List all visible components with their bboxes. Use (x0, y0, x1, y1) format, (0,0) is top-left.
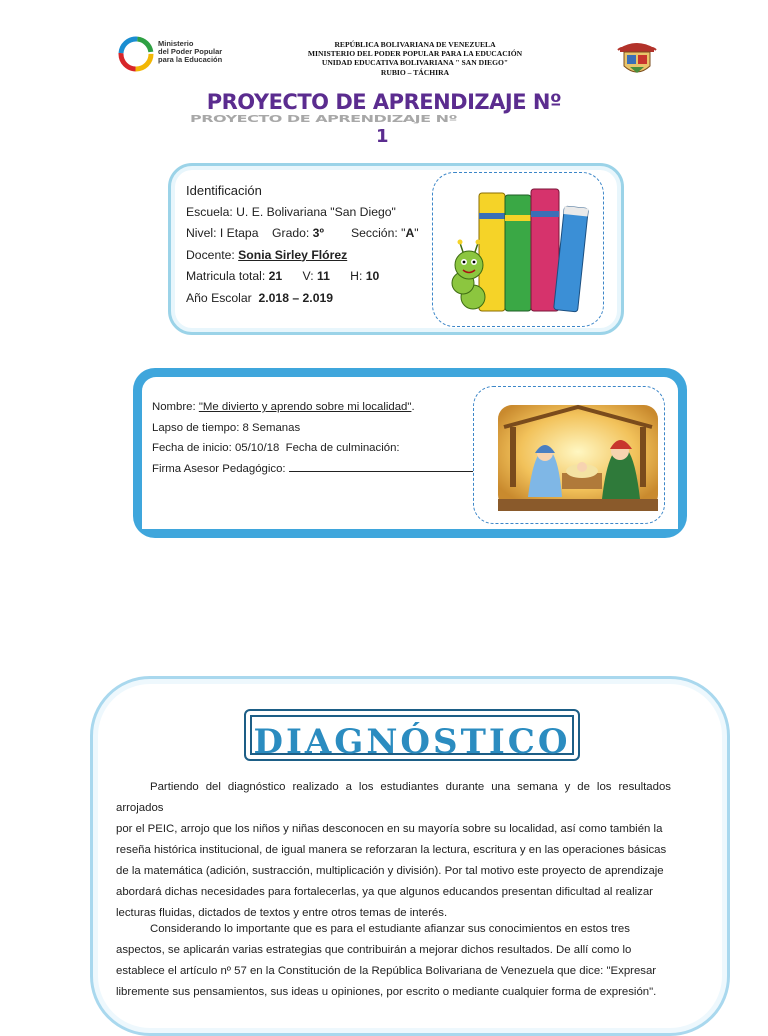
identification-heading: Identificación (186, 183, 262, 198)
paragraph-line: Partiendo del diagnóstico realizado a los estudiantes durante una semana y de los resultados arrojados (116, 781, 671, 814)
nativity-illustration (473, 386, 665, 524)
header-line: REPÚBLICA BOLIVARIANA DE VENEZUELA (334, 40, 496, 49)
teacher-name: Sonia Sirley Flórez (238, 247, 348, 262)
institution-header (230, 40, 600, 77)
books-illustration (432, 172, 604, 327)
diagnosis-paragraph-2 (116, 919, 671, 1003)
dates-line: Fecha de inicio: 05/10/18 Fecha de culminación: (152, 442, 400, 454)
school-line: Escuela: U. E. Bolivariana "San Diego" (186, 204, 396, 219)
section-value: A (405, 226, 415, 240)
signature-blank (289, 461, 477, 472)
header-line: RUBIO – TÁCHIRA (380, 67, 450, 77)
books-caterpillar-icon (433, 173, 603, 325)
level-line: Nivel: I Etapa Grado: 3º Sección: "A" (186, 226, 419, 240)
male-count: 11 (316, 269, 330, 283)
diagnosis-paragraph-1 (116, 777, 671, 924)
paragraph-line: de la matemática (adición, sustracción, multiplicación y división). Por tal motivo este proyecto de aprendizaje (116, 865, 664, 877)
project-number: 1 (376, 126, 389, 147)
paragraph-line: libremente sus pensamientos, sus ideas u opiniones, por escrito o mediante cualquier forma de expresión". (116, 986, 657, 998)
project-name: "Me divierto y aprendo sobre mi localidad" (198, 401, 412, 413)
project-name-line: Nombre: "Me divierto y aprendo sobre mi localidad". (152, 401, 415, 413)
teacher-line: Docente: Sonia Sirley Flórez (186, 247, 348, 262)
ministry-logo-icon (116, 34, 156, 74)
paragraph-line: establece el artículo nº 57 en la Constitución de la República Bolivariana de Venezuela que dice: "Expresar (116, 965, 657, 977)
paragraph-line: reseña histórica institucional, de igual manera se reforzaran la lectura, escritura y en las operaciones básicas (116, 844, 667, 856)
enrollment-total: 21 (268, 269, 283, 283)
project-details (152, 397, 482, 479)
ministry-logo-text: Ministerio del Poder Popular para la Educación (158, 39, 223, 64)
paragraph-line: aspectos, se aplicarán varias estrategias que contribuirán a mejorar dichos resultados. De allí como lo (116, 944, 632, 956)
header-line: UNIDAD EDUCATIVA BOLIVARIANA " SAN DIEGO" (321, 58, 509, 68)
page-title: PROYECTO DE APRENDIZAJE Nº (206, 90, 562, 114)
header-line: MINISTERIO DEL PODER POPULAR PARA LA EDUCACIÓN (307, 49, 523, 59)
nativity-scene-icon (474, 387, 664, 522)
female-count: 10 (365, 269, 380, 283)
enrollment-line: Matricula total: 21 V: 11 H: 10 (186, 269, 380, 283)
grade-value: 3º (312, 226, 324, 240)
diagnosis-title: DIAGNÓSTICO (253, 722, 571, 759)
paragraph-line: lecturas fluidas, dictados de textos y entre otros temas de interés. (116, 907, 448, 919)
signature-line: Firma Asesor Pedagógico: (152, 459, 482, 480)
school-year-value: 2.018 – 2.019 (258, 290, 334, 305)
paragraph-line: Considerando lo importante que es para el estudiante afianzar sus conocimientos en estos tres (150, 923, 630, 935)
paragraph-line: por el PEIC, arrojo que los niños y niñas desconocen en su mayoría sobre su localidad, así como también la (116, 823, 663, 835)
duration-line: Lapso de tiempo: 8 Semanas (152, 421, 301, 434)
identification-details (186, 180, 436, 309)
school-crest-icon (616, 38, 658, 80)
school-year-line: Año Escolar 2.018 – 2.019 (186, 290, 334, 305)
paragraph-line: abordará dichas necesidades para fortalecerlas, ya que algunos educandos presentan dificultad al realizar (116, 886, 653, 898)
title-shadow: PROYECTO DE APRENDIZAJE Nº (190, 115, 458, 124)
ministry-logo (116, 34, 226, 78)
